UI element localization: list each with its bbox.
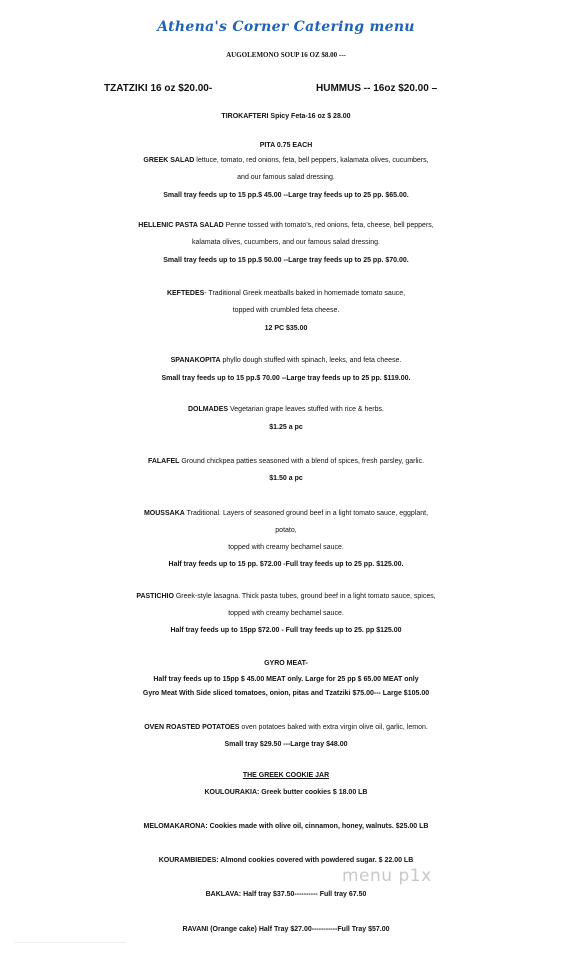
pasta-salad-name: HELLENIC PASTA SALAD [138, 222, 224, 229]
cookie-jar-heading: THE GREEK COOKIE JAR [242, 772, 330, 779]
tzatziki-line: TZATZIKI 16 oz $20.00- [104, 83, 213, 94]
greek-salad-price: Small tray feeds up to 15 pp.$ 45.00 --Large tray feeds up to 25 pp. $65.00. [163, 192, 409, 199]
pastichio-line-2: topped with creamy bechamel sauce. [228, 610, 344, 617]
moussaka-name: MOUSSAKA [143, 510, 185, 517]
tirokafteri-line: TIROKAFTERI Spicy Feta-16 oz $ 28.00 [221, 113, 351, 120]
watermark-logo: menu p1x [342, 866, 432, 886]
baklava-line: BAKLAVA: Half tray $37.50---------- Full tray 67.50 [205, 891, 367, 898]
spanakopita-line-1: SPANAKOPITA phyllo dough stuffed with spinach, leeks, and feta cheese. [170, 357, 402, 364]
menu-title: Athena's Corner Catering menu [157, 19, 415, 35]
pastichio-line-1: PASTICHIO Greek-style lasagna. Thick pasta tubes, ground beef in a light tomato sauce, spices, [136, 593, 436, 600]
dolmades-name: DOLMADES [188, 406, 229, 413]
ravani-line: RAVANI (Orange cake) Half Tray $27.00-----------Full Tray $57.00 [182, 926, 390, 933]
koulourakia-line: KOULOURAKIA: Greek butter cookies $ 18.00 LB [204, 789, 368, 796]
pastichio-price: Half tray feeds up to 15pp $72.00 - Full tray feeds up to 25. pp $125.00 [170, 627, 402, 634]
kourambiedes-line: KOURAMBIEDES: Almond cookies covered with powdered sugar. $ 22.00 LB [158, 857, 414, 864]
gyro-price-1: Half tray feeds up to 15pp $ 45.00 MEAT only. Large for 25 pp $ 65.00 MEAT only [153, 676, 419, 683]
pasta-salad-line-2: kalamata olives, cucumbers, and our famous salad dressing. [192, 239, 380, 246]
falafel-name: FALAFEL [147, 458, 180, 465]
spanakopita-price: Small tray feeds up to 15 pp.$ 70.00 --Large tray feeds up to 25 pp. $119.00. [161, 375, 411, 382]
hummus-line: HUMMUS -- 16oz $20.00 – [316, 83, 438, 94]
moussaka-line-2: potato, [275, 527, 297, 534]
moussaka-price: Half tray feeds up to 15 pp. $72.00 -Full tray feeds up to 25 pp. $125.00. [168, 561, 404, 568]
corner-divider [14, 942, 126, 943]
pasta-salad-line-1: HELLENIC PASTA SALAD Penne tossed with tomato’s, red onions, feta, cheese, bell peppers, [138, 222, 434, 229]
dolmades-price: $1.25 a pc [269, 424, 303, 431]
pasta-salad-price: Small tray feeds up to 15 pp.$ 50.00 --Large tray feeds up to 25 pp. $70.00. [163, 257, 409, 264]
pastichio-name: PASTICHIO [136, 593, 174, 600]
falafel-line-1: FALAFEL Ground chickpea patties seasoned with a blend of spices, fresh parsley, garlic. [147, 458, 425, 465]
spanakopita-name: SPANAKOPITA [170, 357, 221, 364]
keftedes-line-1: KEFTEDES- Traditional Greek meatballs baked in homemade tomato sauce, [166, 290, 406, 297]
greek-salad-name: GREEK SALAD [143, 157, 195, 164]
moussaka-line-1: MOUSSAKA Traditional. Layers of seasoned ground beef in a light tomato sauce, eggplant, [143, 510, 429, 517]
greek-salad-line-1: GREEK SALAD lettuce, tomato, red onions, feta, bell peppers, kalamata olives, cucumbers, [143, 157, 429, 164]
potatoes-name: OVEN ROASTED POTATOES [144, 724, 240, 731]
dolmades-line-1: DOLMADES Vegetarian grape leaves stuffed with rice & herbs. [188, 406, 384, 413]
melomakarona-line: MELOMAKARONA: Cookies made with olive oil, cinnamon, honey, walnuts. $25.00 LB [143, 823, 429, 830]
gyro-price-2: Gyro Meat With Side sliced tomatoes, onion, pitas and Tzatziki $75.00--- Large $105.00 [142, 690, 430, 697]
keftedes-line-2: topped with crumbled feta cheese. [232, 307, 340, 314]
moussaka-line-3: topped with creamy bechamel sauce. [228, 544, 344, 551]
pita-line: PITA 0.75 EACH [259, 142, 313, 149]
potatoes-price: Small tray $29.50 ---Large tray $48.00 [224, 741, 348, 748]
gyro-name: GYRO MEAT- [264, 660, 308, 667]
keftedes-price: 12 PC $35.00 [264, 325, 308, 332]
falafel-price: $1.50 a pc [269, 475, 303, 482]
potatoes-line-1: OVEN ROASTED POTATOES oven potatoes baked with extra virgin olive oil, garlic, lemon. [144, 724, 428, 731]
soup-line: AUGOLEMONO SOUP 16 OZ $8.00 --- [226, 51, 346, 59]
greek-salad-line-2: and our famous salad dressing. [237, 174, 335, 181]
keftedes-name: KEFTEDES [166, 290, 205, 297]
